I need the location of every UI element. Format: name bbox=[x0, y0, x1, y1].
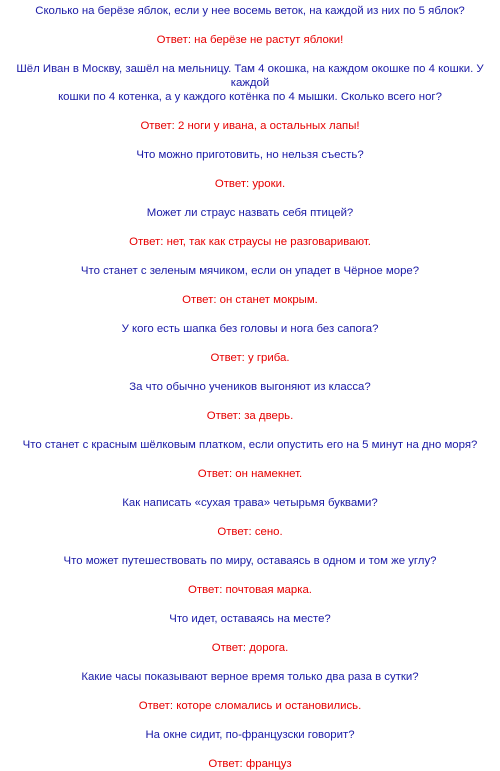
riddle-answer: Ответ: которе сломались и остановились. bbox=[138, 700, 362, 712]
spacer bbox=[0, 423, 500, 438]
spacer bbox=[0, 626, 500, 641]
riddle-item bbox=[0, 4, 500, 47]
spacer bbox=[0, 249, 500, 264]
riddle-answer: Ответ: он станет мокрым. bbox=[182, 294, 318, 306]
riddle-item bbox=[0, 612, 500, 655]
spacer bbox=[0, 133, 500, 148]
riddle-question: За что обычно учеников выгоняют из класса? bbox=[129, 381, 371, 393]
riddle-item bbox=[0, 496, 500, 539]
riddle-question: Что можно приготовить, но нельзя съесть? bbox=[136, 149, 364, 161]
spacer bbox=[0, 47, 500, 62]
riddle-answer: Ответ: почтовая марка. bbox=[188, 584, 312, 596]
spacer bbox=[0, 394, 500, 409]
riddle-question: Что может путешествовать по миру, оставаясь в одном и том же углу? bbox=[63, 555, 437, 567]
riddle-question: Как написать «сухая трава» четырьмя буквами? bbox=[122, 497, 378, 509]
spacer bbox=[0, 510, 500, 525]
spacer bbox=[0, 655, 500, 670]
riddle-answer: Ответ: француз bbox=[208, 758, 292, 770]
riddle-item bbox=[0, 206, 500, 249]
riddle-question: Шёл Иван в Москву, зашёл на мельницу. Там 4 окошка, на каждом окошке по 4 кошки. У каждой bbox=[16, 63, 484, 89]
spacer bbox=[0, 220, 500, 235]
riddle-answer: Ответ: на берёзе не растут яблоки! bbox=[156, 34, 344, 46]
spacer bbox=[0, 481, 500, 496]
spacer bbox=[0, 597, 500, 612]
riddle-question: Сколько на берёзе яблок, если у нее восемь веток, на каждой из них по 5 яблок? bbox=[35, 5, 465, 17]
spacer bbox=[0, 684, 500, 699]
riddle-answer: Ответ: он намекнет. bbox=[197, 468, 303, 480]
spacer bbox=[0, 336, 500, 351]
spacer bbox=[0, 365, 500, 380]
riddle-item bbox=[0, 148, 500, 191]
spacer bbox=[0, 104, 500, 119]
spacer bbox=[0, 162, 500, 177]
riddle-item bbox=[0, 670, 500, 713]
riddle-item bbox=[0, 264, 500, 307]
spacer bbox=[0, 568, 500, 583]
riddle-answer: Ответ: сено. bbox=[217, 526, 283, 538]
riddle-answer: Ответ: дорога. bbox=[211, 642, 289, 654]
riddle-question: Что станет с красным шёлковым платком, если опустить его на 5 минут на дно моря? bbox=[22, 439, 478, 451]
riddle-question: Какие часы показывают верное время только два раза в сутки? bbox=[81, 671, 419, 683]
riddle-question: Что идет, оставаясь на месте? bbox=[169, 613, 331, 625]
riddle-item bbox=[0, 554, 500, 597]
spacer bbox=[0, 307, 500, 322]
spacer bbox=[0, 278, 500, 293]
riddle-answer: Ответ: за дверь. bbox=[206, 410, 294, 422]
riddle-answer: Ответ: у гриба. bbox=[210, 352, 290, 364]
spacer bbox=[0, 713, 500, 728]
riddle-item bbox=[0, 62, 500, 133]
riddle-item bbox=[0, 322, 500, 365]
riddle-question: Может ли страус назвать себя птицей? bbox=[146, 207, 354, 219]
spacer bbox=[0, 452, 500, 467]
riddle-question: Что станет с зеленым мячиком, если он упадет в Чёрное море? bbox=[80, 265, 420, 277]
riddle-item bbox=[0, 438, 500, 481]
riddle-question: кошки по 4 котенка, а у каждого котёнка по 4 мышки. Сколько всего ног? bbox=[58, 91, 442, 103]
spacer bbox=[0, 18, 500, 33]
spacer bbox=[0, 742, 500, 757]
spacer bbox=[0, 191, 500, 206]
spacer bbox=[0, 539, 500, 554]
riddle-answer: Ответ: нет, так как страусы не разговаривают. bbox=[129, 236, 371, 248]
riddle-question: У кого есть шапка без головы и нога без сапога? bbox=[121, 323, 379, 335]
riddle-answer: Ответ: 2 ноги у ивана, а остальных лапы! bbox=[140, 120, 360, 132]
riddle-answer: Ответ: уроки. bbox=[214, 178, 286, 190]
riddle-item bbox=[0, 380, 500, 423]
riddle-question: На окне сидит, по-французски говорит? bbox=[145, 729, 355, 741]
